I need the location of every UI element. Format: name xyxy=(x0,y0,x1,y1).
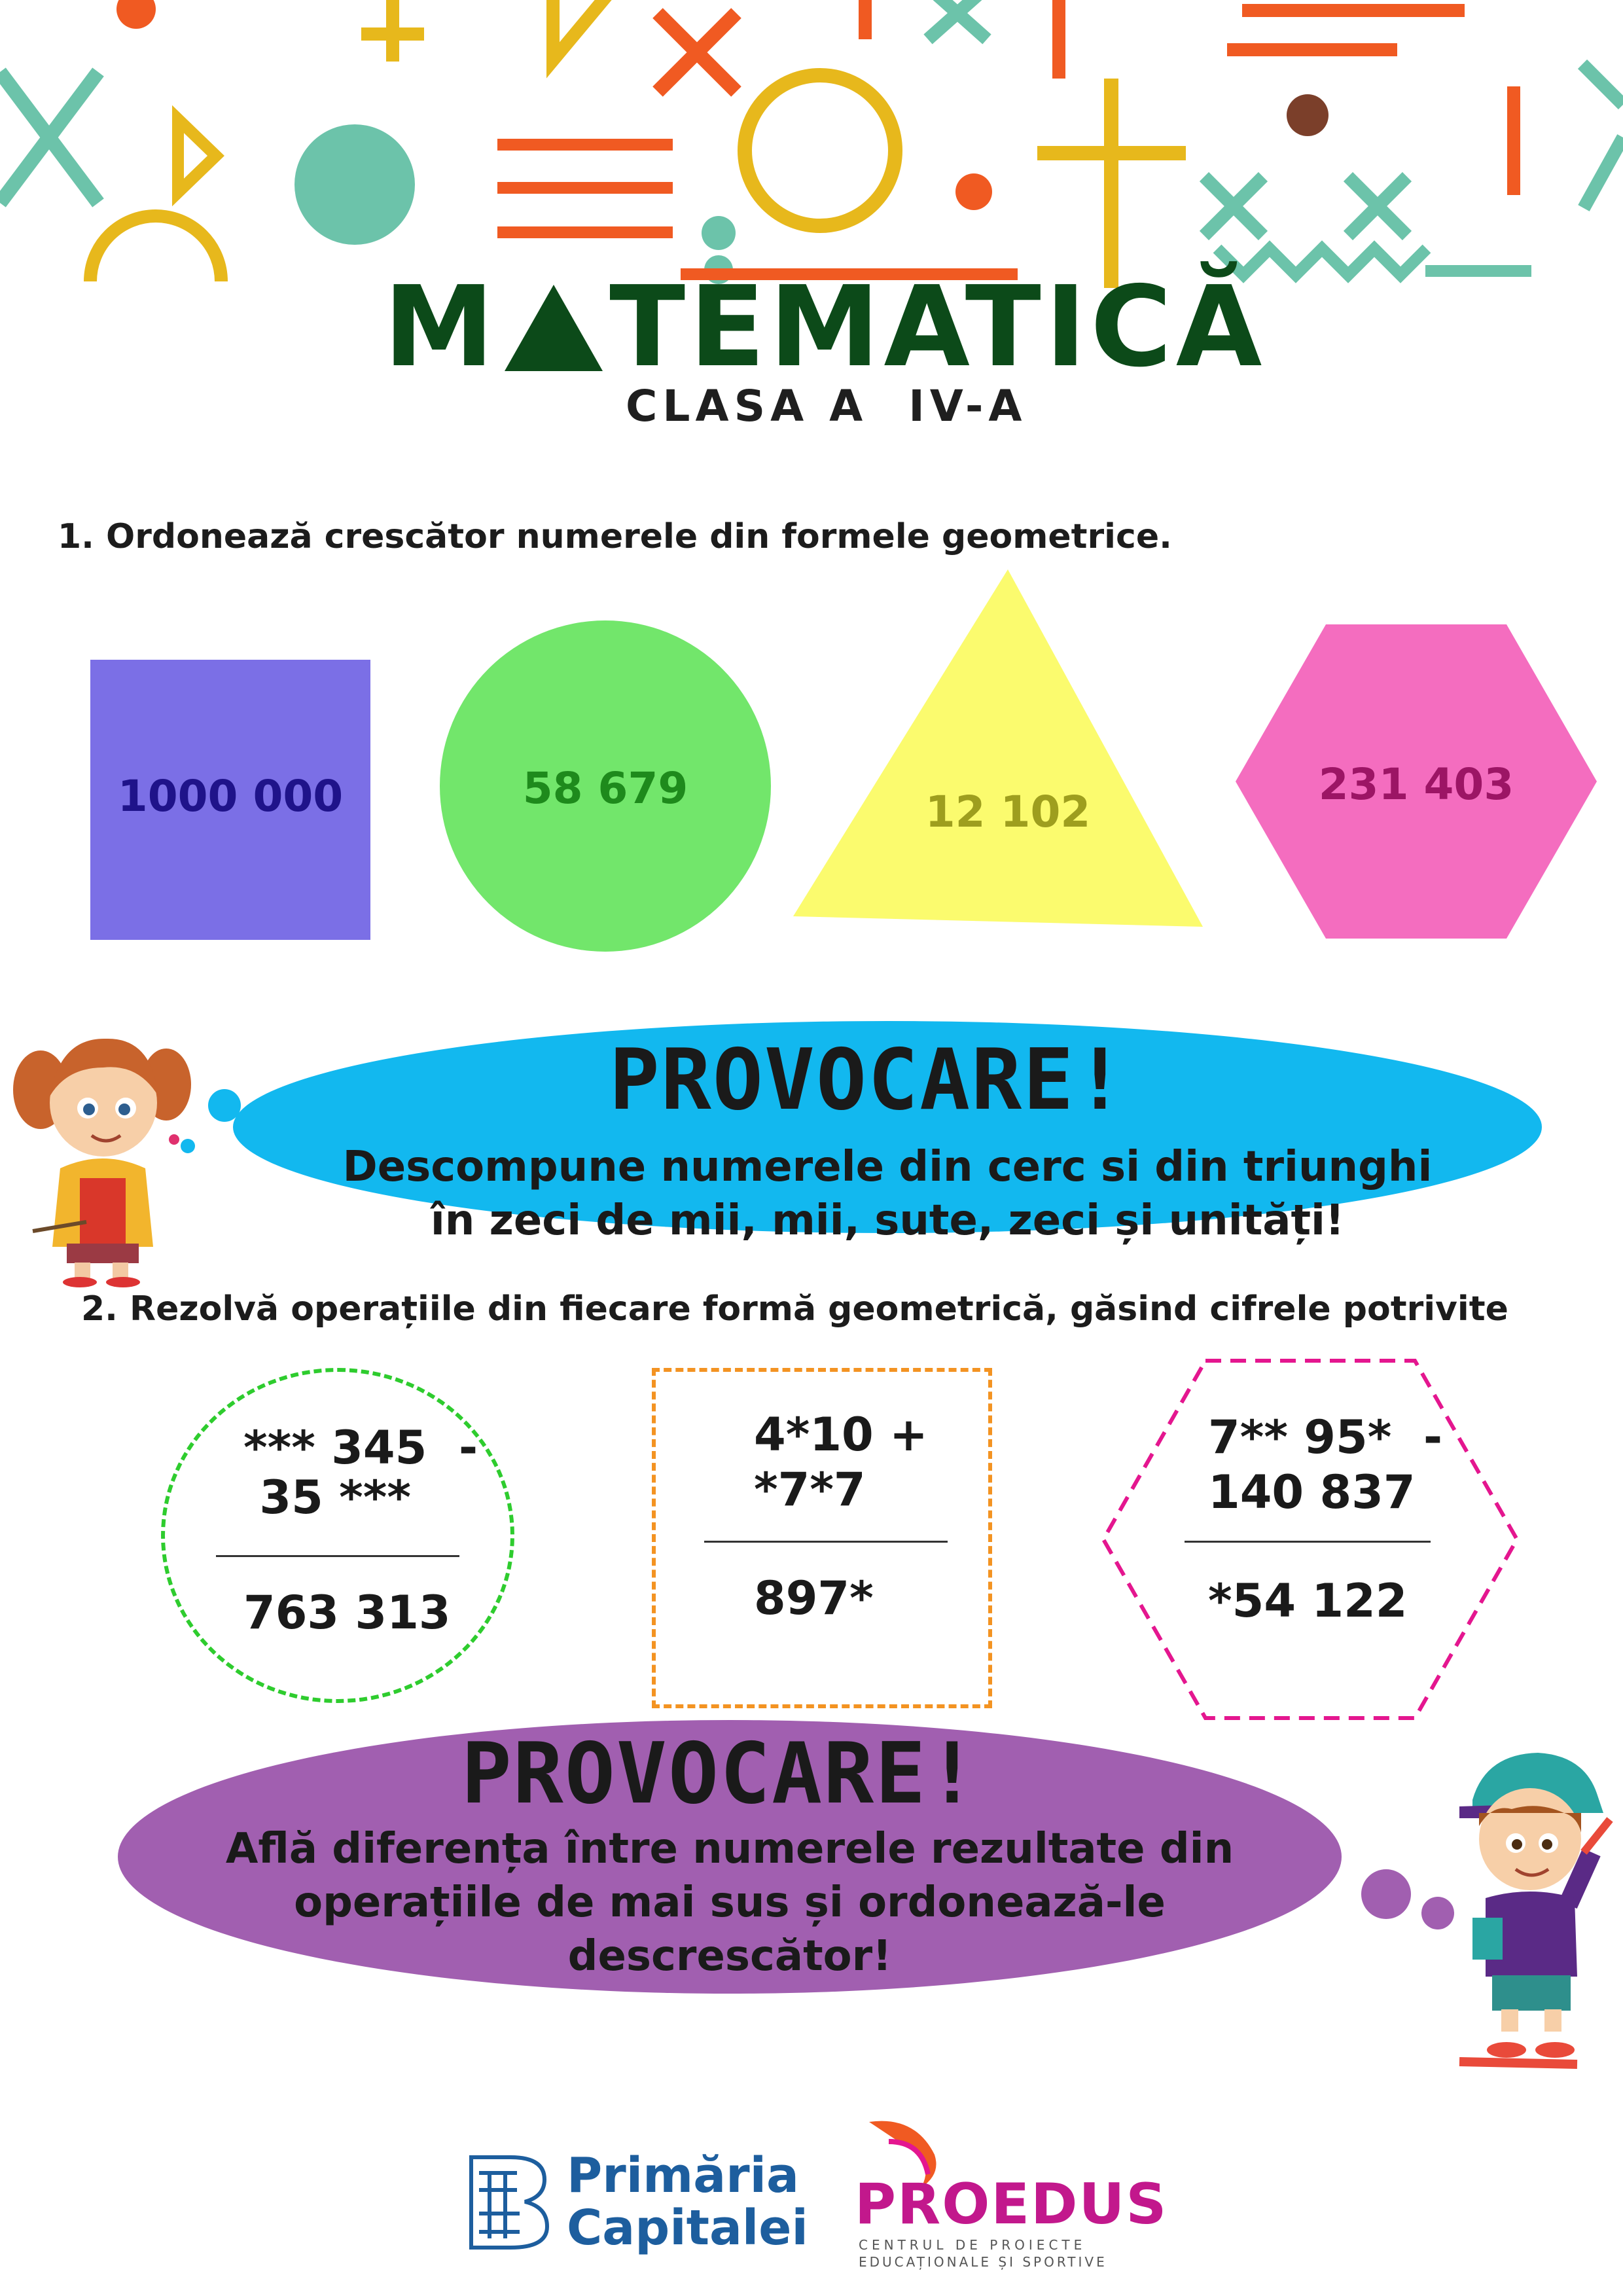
operation3-result: *54 122 xyxy=(1208,1574,1408,1628)
operation2-rule xyxy=(704,1541,948,1543)
page-title xyxy=(383,262,1266,392)
challenge2-line3: descrescător! xyxy=(567,1932,892,1981)
operation3-rule xyxy=(1185,1541,1431,1543)
decorative-header-shapes xyxy=(0,0,1623,301)
triangle-number: 12 102 xyxy=(925,787,1091,837)
triangle-a-icon xyxy=(505,285,603,371)
proedus-logo-tag2: EDUCAȚIONALE ȘI SPORTIVE xyxy=(859,2254,1107,2270)
thought-bubble-dot xyxy=(181,1139,195,1153)
circle-number: 58 679 xyxy=(522,763,688,814)
task2-instruction: 2. Rezolvă operațiile din fiecare formă geometrică, găsind cifrele potrivite xyxy=(81,1289,1508,1329)
primaria-logo-line2: Capitalei xyxy=(567,2200,808,2256)
girl-character-illustration xyxy=(14,1011,191,1286)
operation2-line1: 4*10 + xyxy=(754,1408,928,1462)
operation2-line2: *7*7 xyxy=(754,1463,866,1516)
operation1-line1: *** 345 - xyxy=(243,1421,478,1475)
proedus-logo-tag1: CENTRUL DE PROIECTE xyxy=(859,2237,1086,2253)
shape-triangle xyxy=(793,569,1203,927)
operation3-line2: 140 837 xyxy=(1208,1465,1416,1519)
title-prefix: M xyxy=(383,262,499,392)
challenge2-line1: Află diferența între numerele rezultate din xyxy=(225,1825,1234,1873)
proedus-logo-name: PROEDUS xyxy=(855,2172,1168,2237)
operation3-line1: 7** 95* - xyxy=(1208,1410,1443,1464)
primaria-logo-line1: Primăria xyxy=(567,2147,799,2204)
challenge2-line2: operațiile de mai sus și ordonează-le xyxy=(294,1878,1166,1927)
operation2-result: 897* xyxy=(754,1571,874,1625)
hexagon-number: 231 403 xyxy=(1318,759,1514,810)
operation1-rule xyxy=(216,1555,459,1557)
operation1-line2: 35 *** xyxy=(243,1471,411,1524)
operation1-result: 763 313 xyxy=(243,1586,451,1640)
challenge1-line2: în zeci de mii, mii, sute, zeci și unități! xyxy=(430,1196,1345,1245)
square-number: 1000 000 xyxy=(117,771,344,821)
thought-bubble-dot xyxy=(1361,1869,1411,1919)
challenge1-title: PROVOCARE! xyxy=(609,1031,1127,1129)
title-suffix: TEMATICĂ xyxy=(609,262,1266,392)
primaria-capitalei-emblem-icon xyxy=(465,2153,548,2251)
page-subtitle: CLASA A IV-A xyxy=(626,381,1027,431)
boy-character-illustration xyxy=(1446,1741,1616,2075)
challenge1-line1: Descompune numerele din cerc si din triunghi xyxy=(342,1143,1433,1191)
operation-circle-frame xyxy=(161,1368,514,1703)
task1-instruction: 1. Ordonează crescător numerele din formele geometrice. xyxy=(58,517,1172,556)
challenge2-title: PROVOCARE! xyxy=(461,1725,979,1823)
